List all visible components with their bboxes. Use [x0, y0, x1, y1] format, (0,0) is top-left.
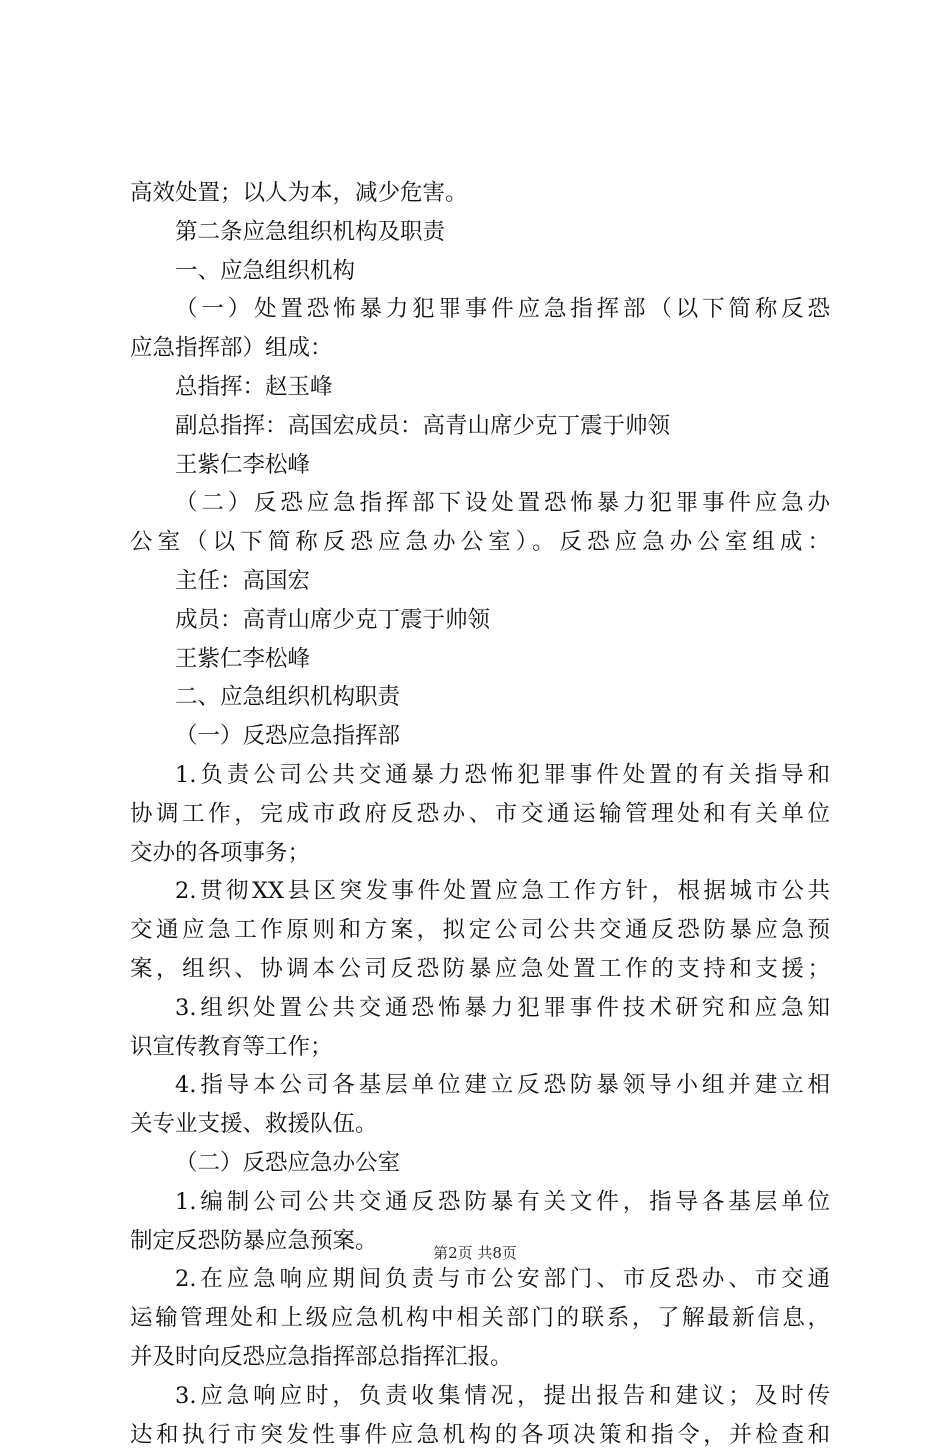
text-line: 制定反恐防暴应急预案。 — [130, 1222, 830, 1261]
text-line: （二）反恐应急指挥部下设处置恐怖暴力犯罪事件应急办 — [130, 484, 830, 523]
text-line: 交通应急工作原则和方案，拟定公司公共交通反恐防暴应急预 — [130, 911, 830, 950]
text-line: （一）反恐应急指挥部 — [130, 717, 830, 756]
text-line: 2.贯彻XX县区突发事件处置应急工作方针，根据城市公共 — [130, 872, 830, 911]
text-line: 成员：高青山席少克丁震于帅领 — [130, 601, 830, 640]
text-line: 高效处置；以人为本，减少危害。 — [130, 174, 830, 213]
text-line: 一、应急组织机构 — [130, 252, 830, 291]
text-line: 协调工作，完成市政府反恐办、市交通运输管理处和有关单位 — [130, 795, 830, 834]
page-footer: 第2页 共8页 — [0, 1242, 950, 1263]
text-line: 3.应急响应时，负责收集情况，提出报告和建议；及时传 — [130, 1377, 830, 1416]
text-line: 王紫仁李松峰 — [130, 640, 830, 679]
text-line: 4.指导本公司各基层单位建立反恐防暴领导小组并建立相 — [130, 1066, 830, 1105]
text-line: （二）反恐应急办公室 — [130, 1144, 830, 1183]
text-line: 交办的各项事务； — [130, 834, 830, 873]
text-line: 第二条应急组织机构及职责 — [130, 213, 830, 252]
text-line: 1.负责公司公共交通暴力恐怖犯罪事件处置的有关指导和 — [130, 756, 830, 795]
text-line: 2.在应急响应期间负责与市公安部门、市反恐办、市交通 — [130, 1260, 830, 1299]
text-line: 应急指挥部）组成： — [130, 329, 830, 368]
text-line: 王紫仁李松峰 — [130, 446, 830, 485]
text-line: 1.编制公司公共交通反恐防暴有关文件，指导各基层单位 — [130, 1183, 830, 1222]
text-line: 运输管理处和上级应急机构中相关部门的联系，了解最新信息， — [130, 1299, 830, 1338]
text-line: （一）处置恐怖暴力犯罪事件应急指挥部（以下简称反恐 — [130, 290, 830, 329]
text-line: 主任：高国宏 — [130, 562, 830, 601]
text-line: 达和执行市突发性事件应急机构的各项决策和指令，并检查和 — [130, 1416, 830, 1454]
text-line: 关专业支援、救援队伍。 — [130, 1105, 830, 1144]
text-line: 识宣传教育等工作； — [130, 1028, 830, 1067]
text-line: 3.组织处置公共交通恐怖暴力犯罪事件技术研究和应急知 — [130, 989, 830, 1028]
text-line: 公室（以下简称反恐应急办公室）。反恐应急办公室组成： — [130, 523, 830, 562]
text-line: 副总指挥：高国宏成员：高青山席少克丁震于帅领 — [130, 407, 830, 446]
text-line: 并及时向反恐应急指挥部总指挥汇报。 — [130, 1338, 830, 1377]
text-line: 案，组织、协调本公司反恐防暴应急处置工作的支持和支援； — [130, 950, 830, 989]
text-line: 总指挥：赵玉峰 — [130, 368, 830, 407]
text-line: 二、应急组织机构职责 — [130, 678, 830, 717]
